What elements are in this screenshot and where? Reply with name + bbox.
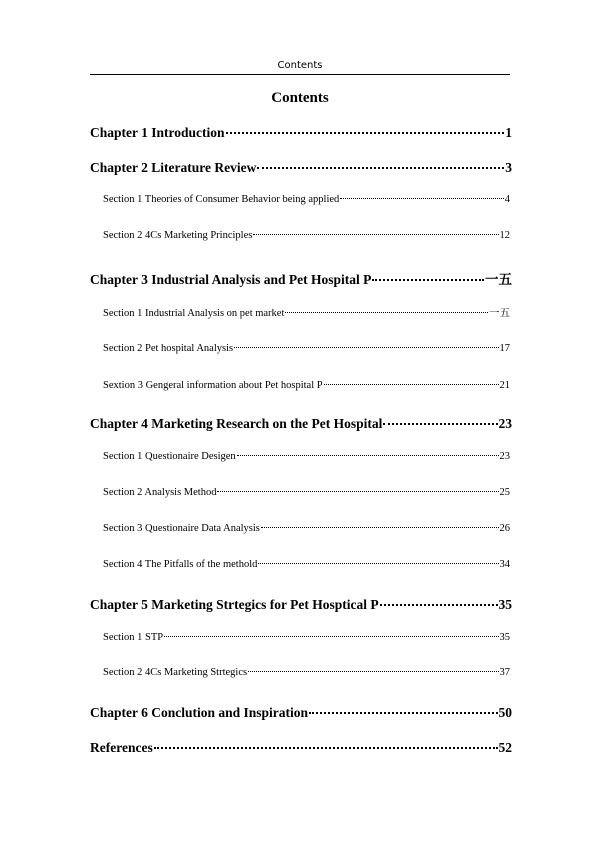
toc-entry-label: Section 2 4Cs Marketing Principles [103,230,253,241]
toc-entry-page-number: 52 [498,740,512,755]
toc-entry-label: Chapter 3 Industrial Analysis and Pet Hospital P [90,272,372,287]
toc-entry-chapter[interactable] [90,597,512,613]
dot-leader [324,384,499,385]
toc-entry-section[interactable] [103,451,510,462]
toc-entry-page-number: 一五 [489,308,510,319]
dot-leader [383,423,497,425]
toc-entry-section[interactable] [103,380,510,391]
toc-entry-label: Chapter 6 Conclution and Inspiration [90,705,309,720]
toc-entry-chapter[interactable] [90,740,512,756]
toc-entry-label: Section 1 Questionaire Desigen [103,451,236,462]
toc-entry-chapter[interactable] [90,160,512,176]
dot-leader [248,671,498,672]
toc-entry-section[interactable] [103,667,510,678]
toc-entry-section[interactable] [103,487,510,498]
toc-entry-label: Section 1 Industrial Analysis on pet market [103,308,285,319]
toc-entry-page-number: 26 [499,523,510,534]
toc-entry-page-number: 1 [505,125,512,140]
toc-entry-chapter[interactable] [90,416,512,432]
dot-leader [261,527,499,528]
toc-entry-label: Chapter 4 Marketing Research on the Pet Hospital [90,416,383,431]
toc-entry-page-number: 17 [499,343,510,354]
toc-entry-chapter[interactable] [90,705,512,721]
dot-leader [340,198,503,199]
toc-entry-page-number: 23 [498,416,512,431]
toc-entry-label: Sextion 3 Gengeral information about Pet hospital P [103,380,323,391]
dot-leader [285,312,488,313]
toc-entry-page-number: 23 [499,451,510,462]
toc-entry-page-number: 4 [504,194,510,205]
toc-entry-page-number: 一五 [485,272,512,287]
toc-entry-label: References [90,740,153,755]
running-header: Contents [90,60,510,75]
toc-entry-label: Chapter 5 Marketing Strtegics for Pet Hosptical P [90,597,379,612]
toc-entry-section[interactable] [103,559,510,570]
toc-entry-label: Section 1 Theories of Consumer Behavior being applied [103,194,340,205]
dot-leader [257,167,504,169]
toc-entry-page-number: 37 [499,667,510,678]
dot-leader [253,234,498,235]
toc-entry-chapter[interactable] [90,268,512,288]
dot-leader [372,279,484,281]
dot-leader [217,491,498,492]
dot-leader [154,747,498,749]
toc-entry-section[interactable] [103,523,510,534]
toc-entry-page-number: 35 [499,632,510,643]
toc-entry-page-number: 34 [499,559,510,570]
dot-leader [164,636,498,637]
toc-entry-section[interactable] [103,632,510,643]
toc-entry-label: Section 3 Questionaire Data Analysis [103,523,260,534]
toc-entry-chapter[interactable] [90,125,512,141]
toc-entry-label: Section 1 STP [103,632,164,643]
dot-leader [258,563,498,564]
toc-entry-section[interactable] [103,194,510,205]
dot-leader [380,604,498,606]
toc-entry-label: Section 2 4Cs Marketing Strtegics [103,667,248,678]
toc-entry-page-number: 25 [499,487,510,498]
dot-leader [309,712,497,714]
toc-entry-label: Section 2 Analysis Method [103,487,217,498]
toc-entry-page-number: 3 [505,160,512,175]
dot-leader [226,132,505,134]
toc-entry-section[interactable] [103,305,510,320]
toc-entry-page-number: 35 [498,597,512,612]
toc-title: Contents [271,90,329,106]
toc-entry-label: Chapter 2 Literature Review [90,160,257,175]
toc-entry-section[interactable] [103,343,510,354]
toc-entry-label: Chapter 1 Introduction [90,125,225,140]
dot-leader [234,347,498,348]
toc-entry-label: Section 4 The Pitfalls of the methold [103,559,258,570]
dot-leader [237,455,499,456]
toc-entry-section[interactable] [103,230,510,241]
toc-entry-label: Section 2 Pet hospital Analysis [103,343,234,354]
toc-entry-page-number: 21 [499,380,510,391]
toc-entry-page-number: 50 [498,705,512,720]
toc-entry-page-number: 12 [499,230,510,241]
